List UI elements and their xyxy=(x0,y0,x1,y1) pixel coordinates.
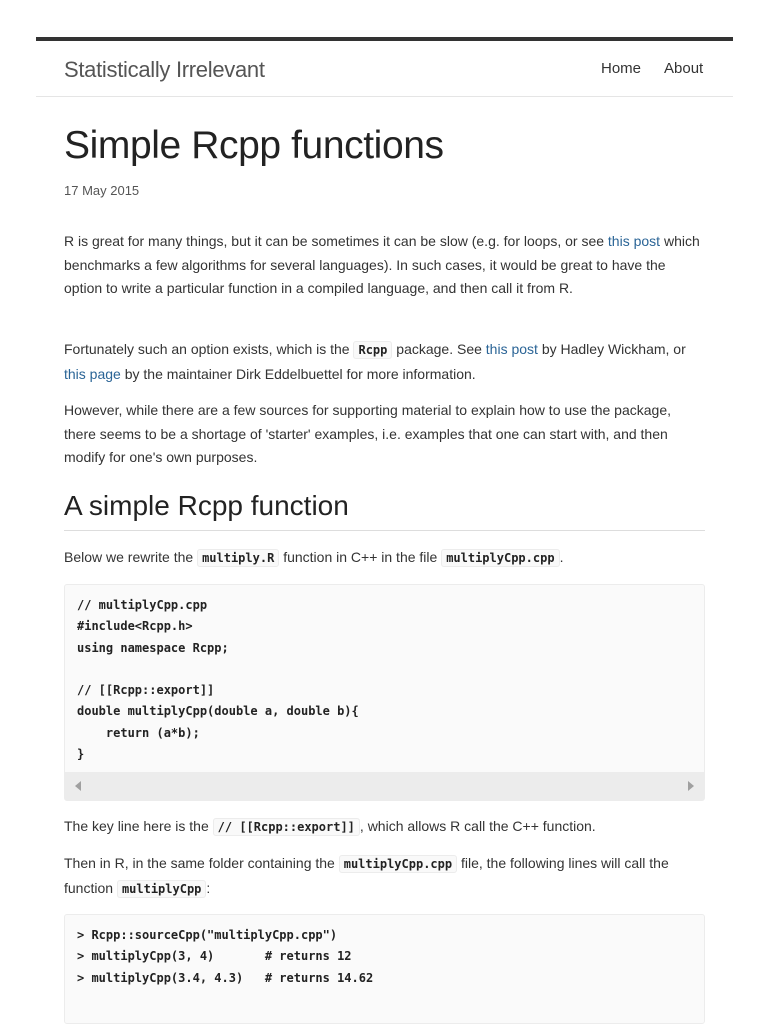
text: : xyxy=(206,879,211,896)
navbar xyxy=(36,41,733,97)
text: package. See xyxy=(392,341,486,357)
nav-home-link[interactable]: Home xyxy=(601,60,642,77)
dirk-page-link[interactable]: this page xyxy=(64,365,121,382)
paragraph-rcpp xyxy=(64,338,705,386)
section-heading: A simple Rcpp function xyxy=(64,490,705,531)
text: Fortunately such an option exists, which is the xyxy=(64,341,354,357)
text: which benchmarks a few algorithms for several languages). In such cases, it would be great to have the option to write a particular function in a compiled language, and then call it from R. xyxy=(64,233,700,296)
site-brand[interactable]: Statistically Irrelevant xyxy=(64,57,265,82)
text: Below we rewrite the xyxy=(64,549,198,565)
paragraph-then-in-r xyxy=(64,852,705,901)
text: Then in R, in the same folder containing the xyxy=(64,855,339,871)
scroll-left-icon[interactable] xyxy=(75,781,81,791)
text: The key line here is the xyxy=(64,818,213,834)
text: file, the following lines will call the function xyxy=(64,855,669,896)
code-block-r-text: > Rcpp::sourceCpp("multiplyCpp.cpp") > multiplyCpp(3, 4) # returns 12 > multiplyCpp(3.4, 4.3) # returns 14.62 xyxy=(77,928,374,985)
text: by Hadley Wickham, or xyxy=(537,341,686,357)
inline-code-multiplycpp: multiplyCpp xyxy=(117,880,206,898)
scroll-right-icon[interactable] xyxy=(688,781,694,791)
text: , which allows R call the C++ function. xyxy=(359,818,596,834)
text: R is great for many things, but it can be sometimes it can be slow (e.g. for loops, or see xyxy=(64,233,608,249)
code-block-r xyxy=(64,914,705,1024)
inline-code-rcpp: Rcpp xyxy=(353,341,392,359)
horizontal-scrollbar[interactable] xyxy=(65,772,704,800)
this-post-link[interactable]: this post xyxy=(607,233,661,249)
inline-code-multiply-r: multiply.R xyxy=(197,549,279,567)
text: . xyxy=(559,549,564,565)
inline-code-export: // [[Rcpp::export]] xyxy=(213,818,360,836)
paragraph-however: However, while there are a few sources for supporting material to explain how to use the package, there seems to be a shortage of 'starter' examples, i.e. examples that one can start with, and then modify for one's own purposes. xyxy=(64,402,671,465)
inline-code-multiplycpp-cpp: multiplyCpp.cpp xyxy=(339,855,457,873)
page-title: Simple Rcpp functions xyxy=(64,124,444,167)
text: by the maintainer Dirk Eddelbuettel for more information. xyxy=(120,365,476,382)
inline-code-multiplycpp-file: multiplyCpp.cpp xyxy=(441,549,559,567)
hadley-post-link[interactable]: this post xyxy=(485,341,538,357)
paragraph-rewrite xyxy=(64,546,705,571)
text: function in C++ in the file xyxy=(279,549,442,565)
paragraph-key-line xyxy=(64,815,705,840)
code-block-cpp xyxy=(64,584,705,801)
paragraph-intro xyxy=(64,230,705,301)
code-block-cpp-text: // multiplyCpp.cpp #include<Rcpp.h> using namespace Rcpp; // [[Rcpp::export]] double multiplyCpp(double a, double b){ return (a*b); } xyxy=(77,598,359,762)
nav-about-link[interactable]: About xyxy=(664,60,704,77)
post-date: 17 May 2015 xyxy=(64,183,140,198)
